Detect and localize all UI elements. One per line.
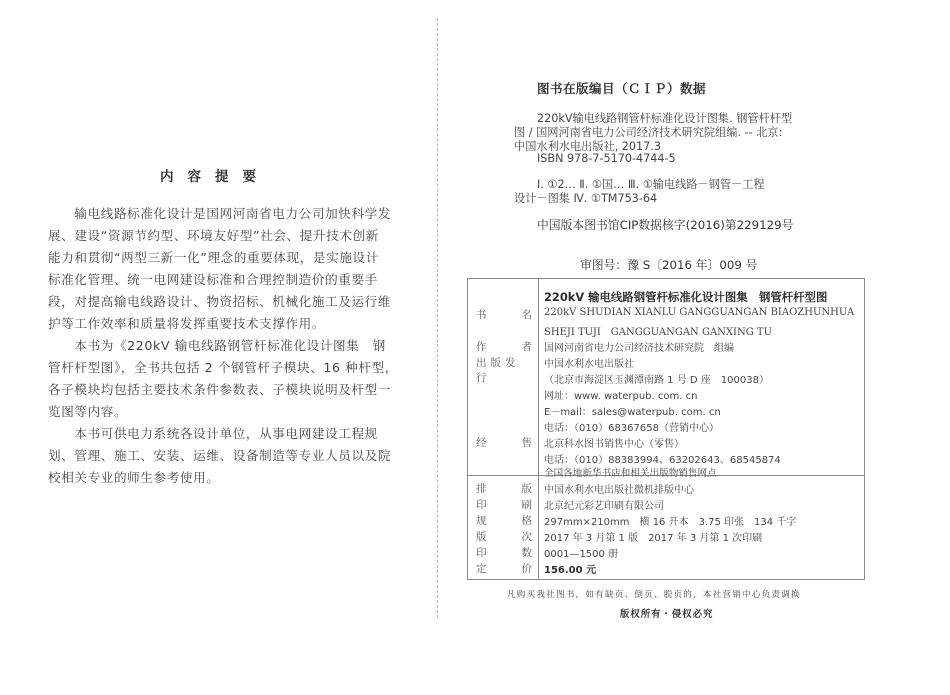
label-publisher: 出版发行 [476, 357, 520, 384]
label-edition: 版 次 [476, 531, 532, 543]
cip-line: 220kV输电线路钢管杆标准化设计图集. 钢管杆杆型 [537, 112, 793, 125]
summary-line: 本书可供电力系统各设计单位，从事电网建设工程规 [48, 426, 378, 441]
label-author: 作 者 [476, 341, 532, 353]
summary-line: 护等工作效率和质量将发挥重要技术支撑作用。 [48, 316, 326, 331]
price: 156.00 元 [544, 565, 597, 576]
publisher-website: 网址：www. waterpub. com. cn [544, 391, 698, 402]
map-review-number: 审图号：豫 S〔2016 年〕009 号 [580, 258, 758, 272]
typesetting: 中国水利水电出版社微机排版中心 [544, 485, 694, 496]
replacement-notice: 凡购买我社图书，如有缺页、倒页、脱页的，本社营销中心负责调换 [507, 590, 801, 600]
publisher-address: （北京市海淀区玉渊潭南路 1 号 D 座 100038） [544, 375, 769, 386]
summary-title: 内容提要 [160, 169, 270, 185]
distributor-network: 全国各地新华书店和相关出版物销售网点 [544, 468, 717, 479]
distributor: 北京科水图书销售中心（零售） [544, 439, 684, 450]
summary-line: 输电线路标准化设计是国网河南省电力公司加快科学发 [48, 206, 392, 221]
print-run: 0001—1500 册 [544, 549, 619, 560]
cip-line: 设计－图集 Ⅳ. ①TM753-64 [514, 192, 658, 205]
label-book-title: 书 名 [476, 309, 532, 321]
author: 国网河南省电力公司经济技术研究院 组编 [544, 343, 734, 354]
book-title-cn: 220kV 输电线路钢管杆标准化设计图集 钢管杆杆型图 [544, 290, 828, 304]
cip-line: 图 / 国网河南省电力公司经济技术研究院组编. -- 北京: [514, 126, 783, 139]
book-title-pinyin: 220kV SHUDIAN XIANLU GANGGUANGAN BIAOZHUNHUA [544, 307, 855, 318]
label-price: 定 价 [476, 563, 532, 575]
label-printing: 印 刷 [476, 499, 532, 511]
specification: 297mm×210mm 横 16 开本 3.75 印张 134 千字 [544, 517, 797, 528]
column-divider [538, 279, 539, 579]
label-specification: 规 格 [476, 515, 532, 527]
distributor-phone: 电话：（010）88383994、63202643、68545874 [544, 455, 781, 466]
summary-line: 管杆杆型图》，全书共包括 2 个钢管杆子模块、16 种杆型， [48, 360, 398, 375]
printer: 北京纪元彩艺印刷有限公司 [544, 501, 664, 512]
publisher: 中国水利水电出版社 [544, 359, 634, 370]
book-title-pinyin: SHEJI TUJI GANGGUANGAN GANXING TU [544, 327, 773, 338]
publisher-phone: 电话：（010）68367658（营销中心） [544, 423, 719, 434]
summary-line: 段，对提高输电线路设计、物资招标、机械化施工及运行维 [48, 294, 392, 309]
copyright-notice: 版权所有・侵权必究 [620, 609, 714, 620]
cip-line: Ⅰ. ①2… Ⅱ. ①国… Ⅲ. ①输电线路－钢管－工程 [537, 178, 765, 191]
colophon-table [467, 278, 865, 580]
label-typesetting: 排 版 [476, 483, 532, 495]
label-print-run: 印 数 [476, 547, 532, 559]
summary-line: 本书为《220kV 输电线路钢管杆标准化设计图集 钢 [48, 338, 386, 353]
cip-heading: 图书在版编目（ＣＩＰ）数据 [537, 81, 707, 96]
page-divider [437, 18, 438, 618]
label-distribution: 经 售 [476, 437, 532, 449]
edition: 2017 年 3 月第 1 版 2017 年 3 月第 1 次印刷 [544, 533, 763, 544]
summary-line: 划、管理、施工、安装、运维、设备制造等专业人员以及院 [48, 448, 392, 463]
cip-record-number: 中国版本图书馆CIP数据核字(2016)第229129号 [537, 218, 794, 232]
isbn: ISBN 978-7-5170-4744-5 [537, 152, 676, 165]
publisher-email: E－mail：sales@waterpub. com. cn [544, 407, 721, 418]
summary-line: 各子模块均包括主要技术条件参数表、子模块说明及杆型一 [48, 382, 392, 397]
cip-line: 中国水利水电出版社, 2017.3 [514, 140, 661, 153]
summary-line: 展、建设“资源节约型、环境友好型”社会、提升技术创新 [48, 228, 379, 243]
summary-line: 能力和贯彻“两型三新一化”理念的重要体现，是实施设计 [48, 250, 379, 265]
summary-line: 校相关专业的师生参考使用。 [48, 470, 220, 485]
summary-line: 标准化管理、统一电网建设标准和合理控制造价的重要手 [48, 272, 378, 287]
summary-line: 览图等内容。 [48, 404, 128, 419]
